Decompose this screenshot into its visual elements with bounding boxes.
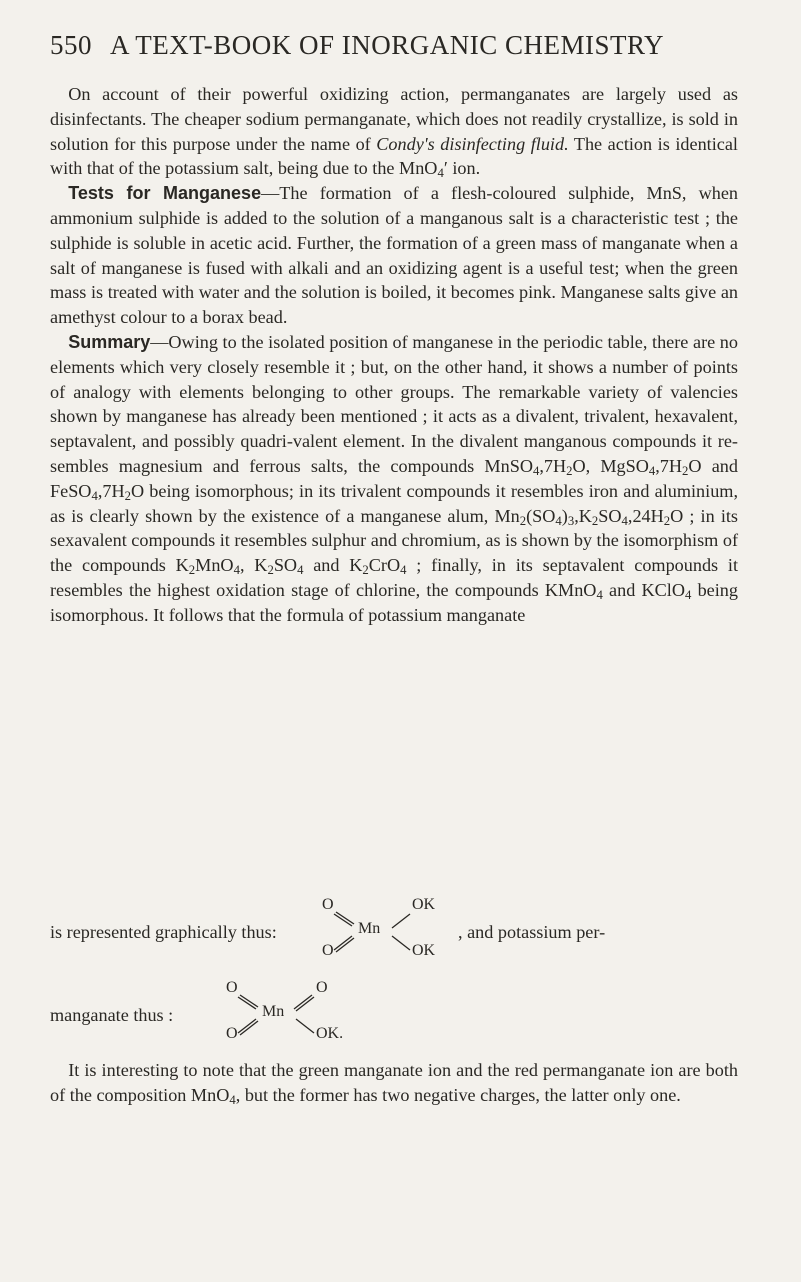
condys-fluid: Condy's disinfecting fluid. [376, 133, 569, 154]
formula2-manganese: Mn [262, 1003, 285, 1020]
page-number: 550 [50, 30, 92, 60]
paragraph-tests: Tests for Manganese—The formation of a flesh-coloured sulphide, MnS, when ammonium sulphide is added to the solution of a manganous salt is a characteristic test ; the sulphide is soluble in acetic acid. Further, the formation of a green mass of manganate when a salt of manganese is fused with alkali and an oxidizing agent is a useful test; when the green mass is treated with water and the solution is boiled, it becomes pink. Manganese salts give an amethyst colour to a borax bead. [50, 183, 738, 328]
paragraph-summary: Summary—Owing to the isolated position of manganese in the periodic table, there are no elements which very closely resemble it ; but, on the other hand, it shows a number of points of analogy with elements belonging to other groups. The remarkable variety of valencies shown by manganese has already been mentioned ; it acts as a divalent, trivalent, hexavalent, septavalent, and possibly quadri-valent element. In the divalent manganous compounds it re-sembles magnesium and ferrous salts, the compounds $MnSO_4,7H_2O$, $MgSO_4,7H_2O$ and $FeSO_4,7H_2O$ being isomorphous; in its trivalent compounds it resembles iron and aluminium, as is clearly shown by the existence of a manganese alum, $Mn_2(SO_4)_3,K_2SO_4,24H_2O$ ; in its sexavalent compounds it resembles sulphur and chromium, as is shown by the isomorphism of the compounds $K_2MnO_4$, $K_2SO_4$ and $K_2CrO_4$ ; finally, in its septavalent compounds it resembles the highest oxidation stage of chlorine, the compounds KMnO$_4$ and KClO$_4$ being isomorphous. It follows that the formula of potassium manganate [50, 331, 739, 625]
formula1-ok-top: OK [412, 896, 436, 913]
manganate-formula-line [50, 896, 750, 962]
paragraph-disinfectants: On account of their powerful oxidizing action, permanganates are largely used as disinfectants. The cheaper sodium permanganate, which does not readily crystallize, is sold in solution for this purpose under the name of Condy's disinfecting fluid. The action is identical with that of the potassium salt, being due to the MnO$_4$′ ion. [50, 84, 738, 181]
formula2-oxygen-top: O [226, 979, 238, 996]
formula2-lead-text: manganate thus : [50, 1005, 174, 1025]
running-title: A TEXT-BOOK OF INORGANIC CHEMISTRY [110, 30, 665, 60]
formula1-manganese: Mn [358, 920, 381, 937]
formula1-lead-text: is represented graphically thus: [50, 922, 277, 942]
formula1-ok-bottom: OK [412, 942, 436, 959]
closing-paragraph: It is interesting to note that the green manganate ion and the red permanganate ion are both of the composition MnO$_4$, but the former has two negative charges, the latter only one. [50, 1060, 738, 1107]
formula1-oxygen-top: O [322, 896, 334, 913]
summary-heading: Summary [68, 331, 151, 352]
formula2-ok-bottom: OK. [316, 1025, 344, 1042]
formula2-oxygen-bottom: O [226, 1025, 238, 1042]
main-text [50, 82, 738, 628]
tests-heading: Tests for Manganese [68, 183, 262, 204]
formula1-oxygen-bottom: O [322, 942, 334, 959]
permanganate-formula-line [50, 979, 750, 1045]
formula2-oxygen-right-top: O [316, 979, 328, 996]
formula1-tail-text: , and potassium per- [458, 922, 606, 942]
page-header [50, 30, 664, 61]
